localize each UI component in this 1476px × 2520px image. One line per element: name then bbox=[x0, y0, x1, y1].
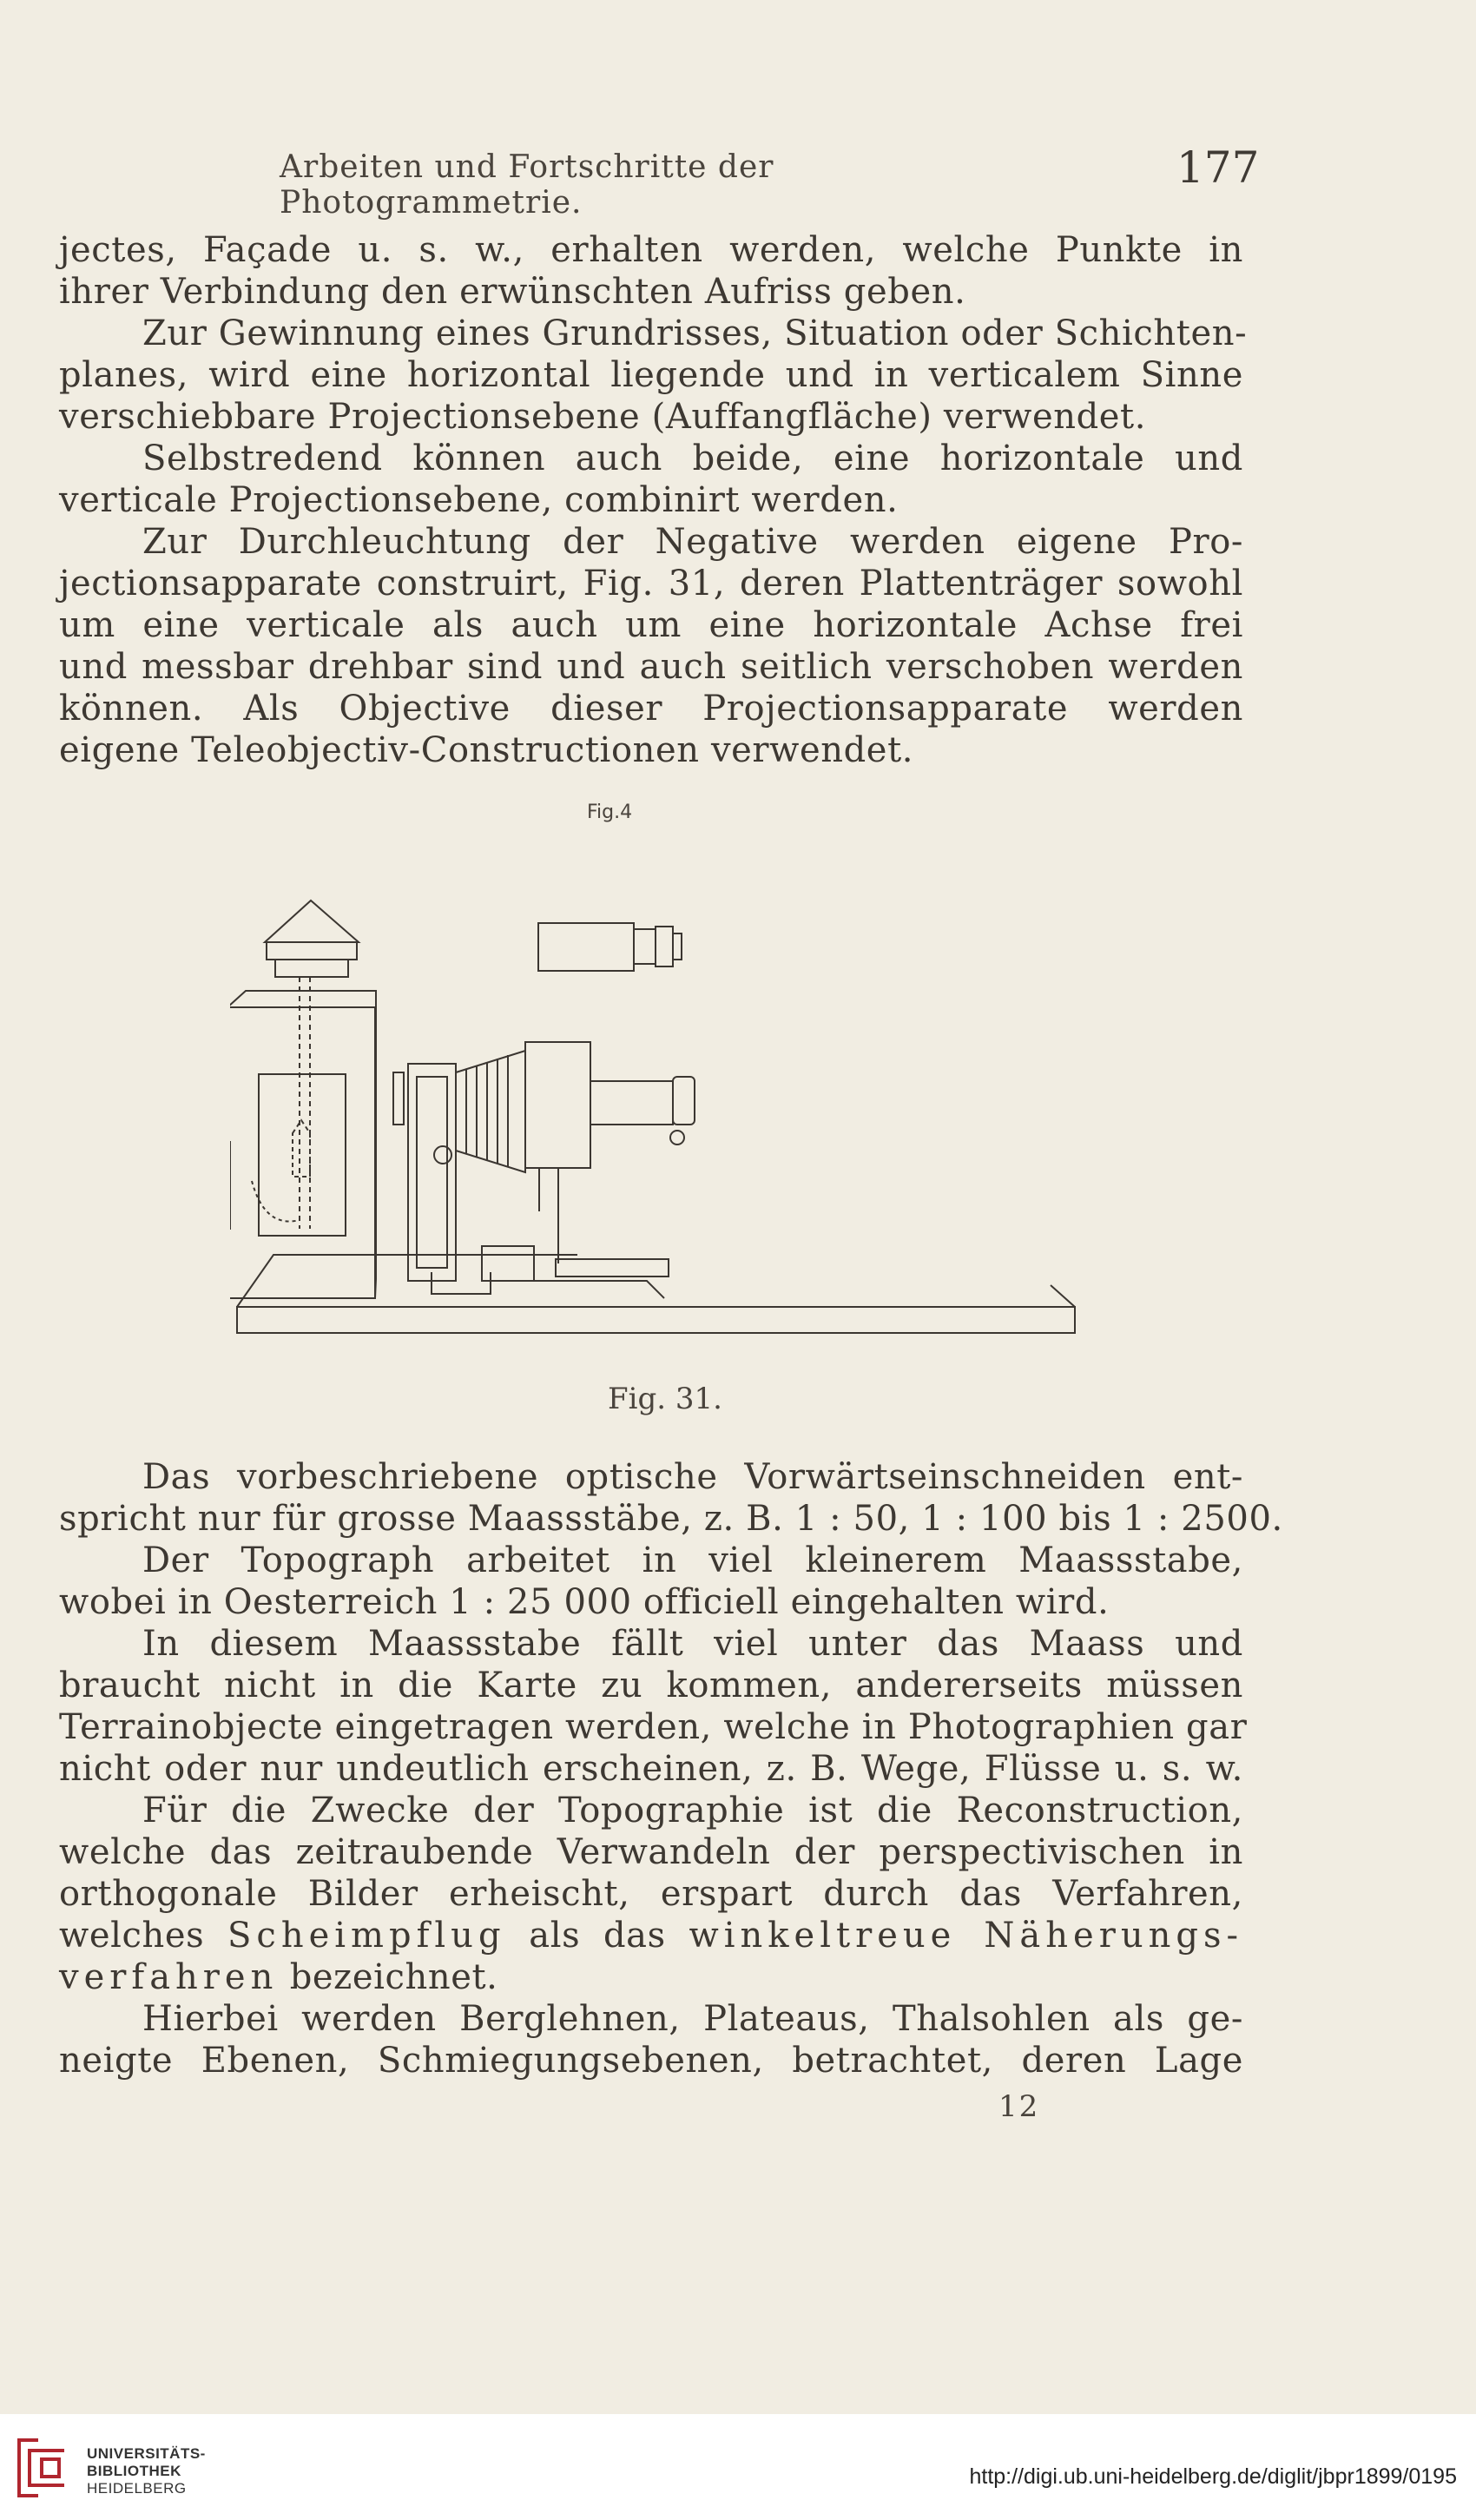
text-line: Zur Gewinnung eines Grundrisses, Situation oder Schichten- bbox=[142, 313, 1248, 353]
text-line bbox=[59, 1915, 1243, 1956]
text-line: Der Topograph arbeitet in viel kleinerem Maassstabe, bbox=[142, 1540, 1243, 1580]
text-line: um eine verticale als auch um eine horizontale Achse frei bbox=[59, 605, 1243, 645]
library-name-line: BIBLIOTHEK bbox=[87, 2463, 181, 2479]
text-line: verschiebbare Projectionsebene (Auffangfläche) verwendet. bbox=[59, 397, 1147, 437]
text-line: welche das zeitraubende Verwandeln der perspectivischen in bbox=[59, 1832, 1243, 1872]
emphasized-term: verfahren bbox=[59, 1957, 279, 1997]
text-line: braucht nicht in die Karte zu kommen, andererseits müssen bbox=[59, 1666, 1243, 1705]
footer-bar bbox=[0, 2414, 1476, 2520]
text-line: Zur Durchleuchtung der Negative werden eigene Pro- bbox=[142, 522, 1243, 562]
figure-label: Fig.4 bbox=[587, 802, 633, 823]
text-line: spricht nur für grosse Maassstäbe, z. B. 1 : 50, 1 : 100 bis 1 : 2500. bbox=[59, 1499, 1283, 1539]
signature-mark: 12 bbox=[998, 2089, 1040, 2124]
emphasized-term: winkeltreue Näherungs- bbox=[689, 1916, 1243, 1956]
library-logo-icon bbox=[12, 2433, 75, 2503]
text-line: Für die Zwecke der Topographie ist die Reconstruction, bbox=[142, 1791, 1243, 1831]
text-line: können. Als Objective dieser Projectionsapparate werden bbox=[59, 689, 1243, 729]
text-line: orthogonale Bilder erheischt, erspart durch das Verfahren, bbox=[59, 1874, 1243, 1914]
text-run: bezeichnet. bbox=[289, 1957, 498, 1997]
library-name-line: HEIDELBERG bbox=[87, 2480, 187, 2497]
emphasized-name: Scheimpflug bbox=[227, 1916, 506, 1956]
text-run: als das bbox=[529, 1916, 666, 1956]
text-line: Terrainobjecte eingetragen werden, welche in Photographien gar bbox=[59, 1707, 1248, 1747]
text-line: Das vorbeschriebene optische Vorwärtseinschneiden ent- bbox=[142, 1457, 1243, 1497]
page-number: 177 bbox=[1176, 142, 1260, 193]
figure-caption: Fig. 31. bbox=[608, 1382, 722, 1416]
text-line: jectes, Façade u. s. w., erhalten werden, welche Punkte in bbox=[59, 230, 1243, 270]
text-line bbox=[59, 1956, 1243, 1998]
text-line: verticale Projectionsebene, combinirt werden. bbox=[59, 480, 899, 520]
text-run: welches bbox=[59, 1916, 205, 1956]
running-head: Arbeiten und Fortschritte der Photogrammetrie. bbox=[280, 149, 774, 221]
text-line: In diesem Maassstabe fällt viel unter das Maass und bbox=[142, 1624, 1243, 1664]
text-line: neigte Ebenen, Schmiegungsebenen, betrachtet, deren Lage bbox=[59, 2041, 1243, 2081]
projection-apparatus-illustration bbox=[230, 864, 1098, 1346]
text-line: nicht oder nur undeutlich erscheinen, z. B. Wege, Flüsse u. s. w. bbox=[59, 1749, 1243, 1789]
text-line: planes, wird eine horizontal liegende und in verticalem Sinne bbox=[59, 355, 1243, 395]
text-line: ihrer Verbindung den erwünschten Aufriss geben. bbox=[59, 272, 966, 312]
library-name-line: UNIVERSITÄTS- bbox=[87, 2445, 206, 2462]
text-line: eigene Teleobjectiv-Constructionen verwendet. bbox=[59, 730, 914, 770]
text-line: und messbar drehbar sind und auch seitlich verschoben werden bbox=[59, 647, 1243, 687]
source-url-link[interactable]: http://digi.ub.uni-heidelberg.de/diglit/jbpr1899/0195 bbox=[969, 2464, 1457, 2489]
text-line: jectionsapparate construirt, Fig. 31, deren Plattenträger sowohl bbox=[59, 564, 1243, 604]
text-line: Hierbei werden Berglehnen, Plateaus, Thalsohlen als ge- bbox=[142, 1999, 1243, 2039]
library-name bbox=[87, 2445, 206, 2497]
text-line: wobei in Oesterreich 1 : 25 000 officiell eingehalten wird. bbox=[59, 1582, 1110, 1622]
text-line: Selbstredend können auch beide, eine horizontale und bbox=[142, 439, 1243, 478]
